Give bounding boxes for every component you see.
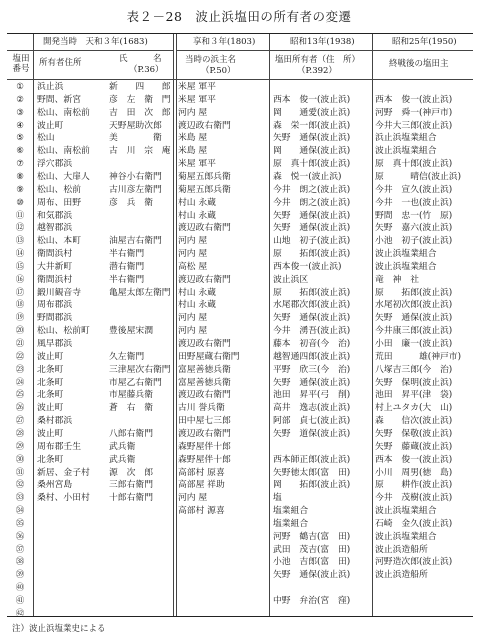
row-number: ⑥ — [16, 146, 24, 157]
column-divider — [173, 34, 174, 616]
header-col3: 当時の浜主名 — [185, 55, 237, 65]
row-number: ㉚ — [15, 454, 25, 465]
owner-1803: 渡辺政右衛門 — [178, 223, 231, 234]
owner-address: 松山、南松前 — [37, 146, 90, 157]
owner-address: 和気郡浜 — [37, 210, 73, 221]
owner-address: 桑村郡浜 — [37, 416, 73, 427]
owner-address: 浜止浜 — [37, 82, 64, 92]
owner-1950: 原 真十郎(波止浜) — [375, 159, 453, 170]
owner-1938: 今井 朗之(波止浜) — [273, 184, 351, 195]
owner-address: 野間、新宮 — [37, 94, 81, 105]
page-title: 表２－28 波止浜塩田の所有者の変遷 — [126, 9, 352, 24]
owner-address: 周布、田野 — [37, 197, 81, 208]
row-number: ㉝ — [15, 493, 25, 504]
owner-1938: 今井 朗之(波止浜) — [273, 197, 351, 208]
owner-1803: 田野屋蔵右衛門 — [178, 351, 240, 362]
owner-1950: 森 信次(波止浜) — [375, 416, 453, 427]
row-number: ② — [16, 94, 24, 105]
owner-1938: 塩 — [273, 493, 282, 504]
owner-1950: 石崎 金久(波止浜) — [375, 518, 453, 529]
header-p36: （P.36） — [129, 65, 164, 75]
row-number: ⑫ — [15, 223, 25, 234]
owner-1938: 塩業組合 — [273, 518, 309, 529]
row-number: ㊳ — [15, 557, 25, 568]
owner-1950: 浜止浜塩業組合 — [375, 133, 437, 144]
owner-1803: 菊屋五郎兵衛 — [178, 184, 231, 195]
owner-1950: 波止浜造船所 — [375, 544, 428, 555]
header-col5: 終戦後の塩田主 — [389, 59, 449, 69]
owner-1803: 米屋 軍平 — [178, 159, 216, 170]
owner-address: 松山、大扉人 — [37, 171, 90, 182]
owner-1803: 高松 屋 — [178, 261, 208, 272]
owner-1950: 小田 廉一(波止浜) — [375, 339, 453, 349]
owner-1938: 波止浜区 — [273, 274, 309, 285]
owner-1803: 米島 屋 — [178, 146, 208, 157]
row-number: ⑧ — [16, 171, 24, 182]
row-number: ⑭ — [15, 249, 25, 260]
owner-1803: 渡辺政右衛門 — [178, 390, 231, 401]
owner-1950: 原 晴信(波止浜) — [375, 171, 462, 182]
owner-1938: 岡 拓郎(波止浜) — [273, 480, 351, 491]
owner-name: 新 四 郎 — [109, 82, 171, 92]
owner-1950: 竜 神 社 — [375, 274, 419, 285]
owner-1938: 岡 通保(波止浜) — [273, 146, 351, 157]
owner-name: 美 衛 — [109, 133, 162, 144]
owner-1938: 武田 茂吉(富 田) — [273, 544, 351, 555]
owner-1938: 高井 逸志(波止浜) — [273, 403, 351, 414]
owner-1803: 渡辺政右衛門 — [178, 120, 231, 131]
owner-1803: 村山 永蔵 — [178, 287, 216, 298]
header-divider — [7, 50, 173, 51]
owner-name: 半右衛門 — [109, 249, 145, 260]
row-number: ⑤ — [16, 133, 24, 144]
row-number: ㉗ — [15, 416, 25, 427]
owner-1803: 古川 誉兵衛 — [178, 403, 225, 414]
row-number: ③ — [16, 107, 24, 118]
owner-1950: 小川 周男(徳 島) — [375, 467, 453, 478]
owner-name: 久左衛門 — [109, 351, 145, 362]
owner-1950: 池田 昇平(津 袋) — [375, 390, 453, 401]
owner-1803: 森野屋伴十郎 — [178, 441, 231, 452]
owner-1950: 西本 俊一(波止浜) — [375, 454, 453, 465]
owner-address: 新居、金子村 — [37, 467, 90, 478]
owner-name: 半右衛門 — [109, 274, 145, 285]
owner-1803: 田中屋七三郎 — [178, 416, 231, 427]
owner-1938: 原 拓郎(波止浜) — [273, 287, 351, 298]
row-number: ① — [16, 82, 24, 92]
owner-address: 波止町 — [37, 351, 64, 362]
owner-1938: 西本師正郎(波止浜) — [273, 454, 351, 465]
header-name: 氏 名 — [119, 54, 162, 64]
owner-1950: 水尾初次郎(波止浜) — [375, 300, 453, 311]
owner-address: 波止町 — [37, 120, 64, 131]
owner-1950: 村上ユタカ(大 山) — [375, 403, 453, 414]
owner-1803: 森野屋伴十郎 — [178, 454, 231, 465]
owner-address: 松山 — [37, 133, 55, 144]
owner-1803: 河内 屋 — [178, 236, 208, 247]
owner-1950: 荒田 雄(神戸市) — [375, 351, 462, 362]
owner-1950: 野間 忠一(竹 原) — [375, 210, 453, 221]
owner-address: 波止町 — [37, 428, 64, 439]
owner-1938: 藤本 初音(今 治) — [273, 339, 351, 349]
header-1950: 昭和25年(1950) — [392, 37, 457, 47]
owner-address: 衛間浜村 — [37, 249, 73, 260]
owner-1938: 原 真十郎(波止浜) — [273, 159, 351, 170]
owner-name: 市屋藤兵衛 — [109, 390, 153, 401]
footnote: 注）波止浜塩業史による — [12, 624, 106, 634]
owner-1803: 高部屋 祥助 — [178, 480, 225, 491]
owner-name: 亀屋太郎左衛門 — [109, 287, 171, 298]
row-number: ⑲ — [15, 313, 25, 324]
row-number: ㉑ — [15, 339, 25, 349]
owner-name: 十郎右衛門 — [109, 493, 153, 504]
owner-1950: 波止浜塩業組合 — [375, 249, 437, 260]
owner-1950: 今井 茂樹(波止浜) — [375, 493, 453, 504]
owner-1938: 塩業組合 — [273, 506, 309, 517]
owner-1803: 河内 屋 — [178, 313, 208, 324]
owner-address: 越智郡浜 — [37, 223, 73, 234]
header-divider — [176, 50, 473, 51]
column-divider — [372, 34, 373, 616]
header-col4-page: （P.392） — [297, 66, 337, 76]
owner-1803: 河内 屋 — [178, 249, 208, 260]
owner-address: 浮穴郡浜 — [37, 159, 73, 170]
owner-1938: 西本 俊一(波止浜) — [273, 94, 351, 105]
column-divider — [33, 34, 34, 616]
row-number: ㊶ — [15, 596, 25, 606]
owner-1803: 富屋善徳兵衛 — [178, 377, 231, 388]
owner-1950: 今井康三郎(波止浜) — [375, 326, 453, 337]
owner-1950: 矢野 通保(波止浜) — [375, 313, 453, 324]
owner-name: 豊後屋宋潤 — [109, 326, 153, 337]
row-number: ⑱ — [15, 300, 25, 311]
owner-address: 北条町 — [37, 364, 64, 375]
owner-address: 松山、南松前 — [37, 107, 90, 118]
owner-address: 周布郡浜 — [37, 300, 73, 311]
owner-name: 三郎右衛門 — [109, 480, 153, 491]
row-number: ㉜ — [15, 480, 25, 491]
owner-1938: 小池 吉郎(富 田) — [273, 557, 351, 568]
owner-name: 彦 左 衛 門 — [109, 94, 171, 105]
row-number: ㉟ — [15, 518, 25, 529]
owner-1803: 河内 屋 — [178, 326, 208, 337]
owner-address: 北条町 — [37, 377, 64, 388]
owner-1950: 今井 宣久(波止浜) — [375, 184, 453, 195]
owner-1803: 渡辺政右衛門 — [178, 274, 231, 285]
owner-address: 北条町 — [37, 454, 64, 465]
owner-1938: 今井 湧吾(波止浜) — [273, 326, 351, 337]
owner-1938: 矢野 通保(波止浜) — [273, 223, 351, 234]
owner-1950: 今井 一也(波止浜) — [375, 197, 453, 208]
owner-1950: 八塚吉三郎(今 治) — [375, 364, 453, 375]
owner-1938: 水尾郡次郎(波止浜) — [273, 300, 351, 311]
owner-1950: 小池 初子(波止浜) — [375, 236, 453, 247]
owner-address: 松山、松前 — [37, 184, 81, 195]
owner-address: 周布郡壬生 — [37, 441, 81, 452]
owner-address: 桑村、小田村 — [37, 493, 90, 504]
owner-1950: 矢野 保敬(波止浜) — [375, 428, 453, 439]
row-number: ⑩ — [16, 197, 24, 208]
owner-name: 神谷小右衛門 — [109, 171, 162, 182]
owner-1938: 中野 弁治(宮 窪) — [273, 596, 351, 606]
owner-1938: 矢野 通保(波止浜) — [273, 570, 351, 581]
row-number: ⑯ — [15, 274, 25, 285]
owner-1938: 阿部 貞七(波止浜) — [273, 416, 351, 427]
owner-1950: 河野造次郎(波止浜) — [375, 557, 453, 568]
owner-name: 潜右衛門 — [109, 261, 145, 272]
owner-name: 古川彦左衛門 — [109, 184, 162, 195]
owner-1803: 米屋 軍平 — [178, 82, 216, 92]
header-seq: 塩田番号 — [12, 54, 30, 74]
owner-address: 桑州宮島 — [37, 480, 73, 491]
ownership-table — [7, 33, 473, 617]
owner-1803: 菊屋五郎兵衛 — [178, 171, 231, 182]
row-number: ㊴ — [15, 570, 25, 581]
header-1803: 享和３年(1803) — [193, 37, 256, 47]
row-number: ㉞ — [15, 506, 25, 517]
owner-1950: 原 耕作(波止浜) — [375, 480, 453, 491]
owner-1938: 岡 通愛(波止浜) — [273, 107, 351, 118]
owner-1950: 波止浜塩業組合 — [375, 146, 437, 157]
owner-name: 市屋乙右衛門 — [109, 377, 162, 388]
row-number: ⑰ — [15, 287, 25, 298]
owner-1950: 河野 舜一(神戸市) — [375, 107, 453, 118]
column-divider — [269, 34, 270, 616]
owner-1938: 西本俊一(波止浜) — [273, 261, 342, 272]
owner-1938: 越智通四郎(波止浜) — [273, 351, 351, 362]
row-number: ⑬ — [15, 236, 25, 247]
owner-name: 彦 兵 衛 — [109, 197, 153, 208]
owner-1803: 村山 永蔵 — [178, 210, 216, 221]
owner-1803: 渡辺政右衛門 — [178, 428, 231, 439]
owner-name: 天野屋助次郎 — [109, 120, 162, 131]
owner-address: 北条町 — [37, 390, 64, 401]
row-number: ㉕ — [15, 390, 25, 401]
owner-1938: 山地 初子(波止浜) — [273, 236, 351, 247]
owner-1803: 高部村 原喜 — [178, 467, 225, 478]
owner-1803: 米島 屋 — [178, 133, 208, 144]
row-number: ⑨ — [16, 184, 24, 195]
header-divider — [7, 79, 473, 80]
owner-1803: 富屋善徳兵衛 — [178, 364, 231, 375]
owner-1803: 高部村 源喜 — [178, 506, 225, 517]
owner-address: 大井新町 — [37, 261, 73, 272]
row-number: ㉒ — [15, 351, 25, 362]
owner-1950: 波止浜塩業組合 — [375, 506, 437, 517]
owner-name: 武兵衛 — [109, 454, 136, 465]
owner-1938: 矢野 通保(波止浜) — [273, 313, 351, 324]
owner-1950: 原 拓郎(波止浜) — [375, 287, 453, 298]
row-number: ㉘ — [15, 428, 25, 439]
owner-name: 八郎右衛門 — [109, 428, 153, 439]
row-number: ㉓ — [15, 364, 25, 375]
row-number: ㉛ — [15, 467, 25, 478]
owner-1950: 西本 俊一(波止浜) — [375, 94, 453, 105]
owner-address: 波止町 — [37, 403, 64, 414]
header-1938: 昭和13年(1938) — [290, 37, 355, 47]
owner-1938: 平野 欣三(今 治) — [273, 364, 351, 375]
owner-1938: 原 拓郎(波止浜) — [273, 249, 351, 260]
owner-address: 松山、松前町 — [37, 326, 90, 337]
row-number: ⑦ — [16, 159, 24, 170]
owner-address: 風早郡浜 — [37, 339, 73, 349]
row-number: ⑪ — [15, 210, 25, 221]
owner-1950: 矢野 嘉六(波止浜) — [375, 223, 453, 234]
owner-1938: 森 悦一(波止浜) — [273, 171, 342, 182]
owner-1950: 波止浜塩業組合 — [375, 261, 437, 272]
row-number: ㉙ — [15, 441, 25, 452]
owner-name: 源 次 郎 — [109, 467, 153, 478]
owner-1950: 波止浜塩業組合 — [375, 531, 437, 542]
owner-1803: 河内 屋 — [178, 493, 208, 504]
header-1683: 開発当時 天和３年(1683) — [43, 37, 148, 47]
owner-address: 衛間浜村 — [37, 274, 73, 285]
header-addr: 所有者住所 — [39, 58, 82, 68]
owner-1803: 渡辺政右衛門 — [178, 339, 231, 349]
row-number: ⑮ — [15, 261, 25, 272]
owner-address: 鍛川観音寺 — [37, 287, 81, 298]
row-number: ④ — [16, 120, 24, 131]
column-divider — [176, 34, 177, 616]
row-number: ㊱ — [15, 531, 25, 542]
row-number: ㉖ — [15, 403, 25, 414]
row-number: ㊲ — [15, 544, 25, 555]
owner-1803: 村山 永蔵 — [178, 300, 216, 311]
owner-1938: 矢野 通保(波止浜) — [273, 210, 351, 221]
owner-1938: 矢野 通保(波止浜) — [273, 133, 351, 144]
owner-1950: 波止浜造船所 — [375, 570, 428, 581]
owner-1950: 矢野 藤蔵(波止浜) — [375, 441, 453, 452]
owner-1938: 矢野徳太郎(富 田) — [273, 467, 351, 478]
owner-1803: 米屋 軍平 — [178, 94, 216, 105]
header-col4: 塩田所有者（住 所） — [275, 55, 361, 65]
owner-address: 野間郡浜 — [37, 313, 73, 324]
owner-1950: 矢野 保明(波止浜) — [375, 377, 453, 388]
owner-1938: 河野 鶴吉(富 田) — [273, 531, 351, 542]
owner-name: 三津屋次右衛門 — [109, 364, 171, 375]
owner-name: 古 川 宗 庵 — [109, 146, 171, 157]
owner-name: 吉 田 次 郎 — [109, 107, 171, 118]
owner-1938: 池田 昇平(弓 削) — [273, 390, 351, 401]
owner-name: 油屋吉右衛門 — [109, 236, 162, 247]
header-col3-page: （P.50） — [201, 66, 236, 76]
owner-1938: 森 栄一郎(波止浜) — [273, 120, 351, 131]
owner-name: 武兵衛 — [109, 441, 136, 452]
owner-1938: 矢野 通保(波止浜) — [273, 377, 351, 388]
row-number: ⑳ — [15, 326, 25, 337]
row-number: ㊵ — [15, 583, 25, 594]
row-number: ㊷ — [15, 608, 25, 619]
owner-address: 松山、本町 — [37, 236, 81, 247]
owner-name: 蒼 右 衛 — [109, 403, 153, 414]
owner-1938: 矢野 道保(波止浜) — [273, 428, 351, 439]
row-number: ㉔ — [15, 377, 25, 388]
owner-1950: 今井大三郎(波止浜) — [375, 120, 453, 131]
owner-1803: 河内 屋 — [178, 107, 208, 118]
owner-1803: 村山 永蔵 — [178, 197, 216, 208]
